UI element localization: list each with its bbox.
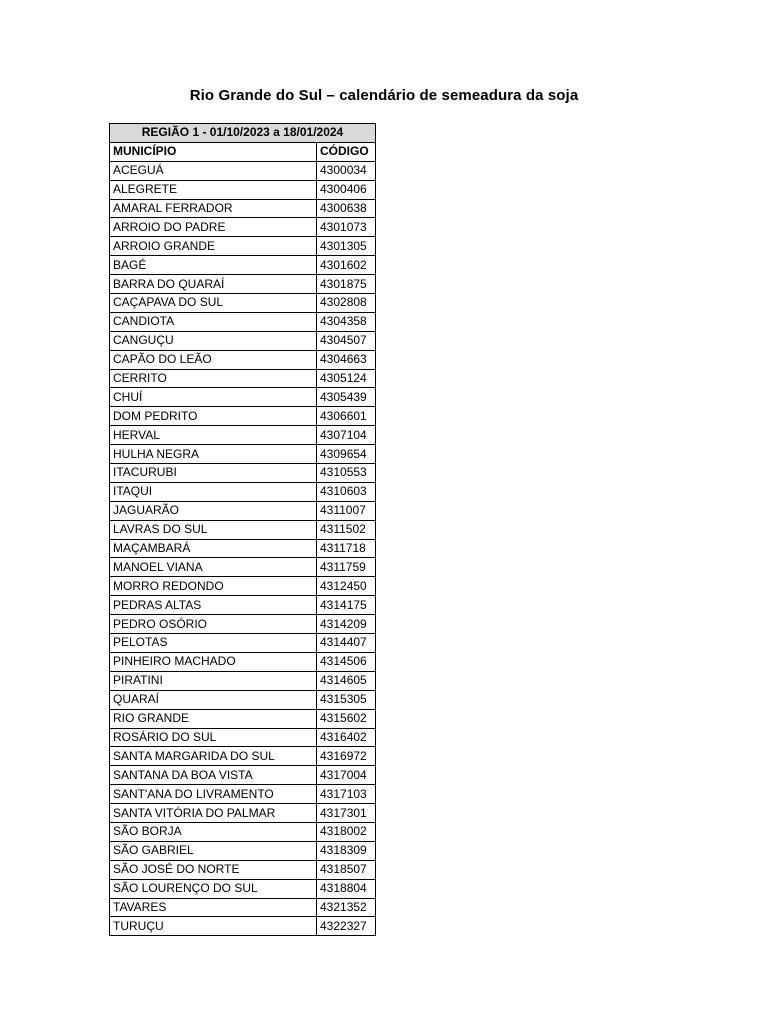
codigo-cell: 4311007 [317,501,376,520]
municipio-cell: ITAQUI [110,482,317,501]
column-header-municipio: MUNICÍPIO [110,142,317,161]
table-row [110,898,376,917]
table-row [110,558,376,577]
codigo-cell: 4301073 [317,218,376,237]
table-row [110,161,376,180]
table-row [110,841,376,860]
column-header-codigo: CÓDIGO [317,142,376,161]
page-title: Rio Grande do Sul – calendário de semeadura da soja [189,87,579,104]
municipio-cell: SANTANA DA BOA VISTA [110,766,317,785]
municipio-cell: CANGUÇU [110,331,317,350]
codigo-cell: 4300406 [317,180,376,199]
codigo-cell: 4300034 [317,161,376,180]
municipio-cell: BARRA DO QUARAÍ [110,275,317,294]
municipio-cell: SANTA MARGARIDA DO SUL [110,747,317,766]
municipio-cell: AMARAL FERRADOR [110,199,317,218]
codigo-cell: 4307104 [317,426,376,445]
codigo-cell: 4301602 [317,256,376,275]
table-row [110,426,376,445]
municipio-cell: PEDRAS ALTAS [110,596,317,615]
codigo-cell: 4304507 [317,331,376,350]
table-row [110,464,376,483]
municipio-cell: PEDRO OSÓRIO [110,615,317,634]
table-row [110,596,376,615]
codigo-cell: 4318002 [317,822,376,841]
table-row [110,879,376,898]
table-row [110,294,376,313]
codigo-cell: 4316402 [317,728,376,747]
codigo-cell: 4318507 [317,860,376,879]
municipio-cell: MORRO REDONDO [110,577,317,596]
table-row [110,652,376,671]
table-row [110,482,376,501]
table-row [110,785,376,804]
municipio-cell: ARROIO GRANDE [110,237,317,256]
municipio-cell: BAGÉ [110,256,317,275]
codigo-cell: 4309654 [317,445,376,464]
municipio-cell: CAÇAPAVA DO SUL [110,294,317,313]
table-row [110,388,376,407]
municipality-table [109,123,376,936]
table-row [110,312,376,331]
codigo-cell: 4306601 [317,407,376,426]
codigo-cell: 4304358 [317,312,376,331]
municipio-cell: SÃO LOURENÇO DO SUL [110,879,317,898]
region-header: REGIÃO 1 - 01/10/2023 a 18/01/2024 [110,124,376,143]
municipio-cell: QUARAÍ [110,690,317,709]
table-row [110,822,376,841]
codigo-cell: 4314175 [317,596,376,615]
codigo-cell: 4315602 [317,709,376,728]
table-row [110,709,376,728]
table-row [110,690,376,709]
table-row [110,218,376,237]
municipio-cell: ACEGUÁ [110,161,317,180]
municipio-cell: TURUÇU [110,917,317,936]
codigo-cell: 4311759 [317,558,376,577]
table-row [110,577,376,596]
table-row [110,180,376,199]
table-row [110,407,376,426]
table-row [110,539,376,558]
codigo-cell: 4311718 [317,539,376,558]
municipio-cell: MANOEL VIANA [110,558,317,577]
municipio-cell: CERRITO [110,369,317,388]
municipio-cell: LAVRAS DO SUL [110,520,317,539]
table-body [110,161,376,936]
municipio-cell: SANT'ANA DO LIVRAMENTO [110,785,317,804]
municipio-cell: RIO GRANDE [110,709,317,728]
municipio-cell: ROSÁRIO DO SUL [110,728,317,747]
codigo-cell: 4305439 [317,388,376,407]
municipio-cell: SÃO GABRIEL [110,841,317,860]
codigo-cell: 4311502 [317,520,376,539]
table-row [110,917,376,936]
region-header-row [110,124,376,143]
table-row [110,256,376,275]
table-row [110,350,376,369]
codigo-cell: 4317103 [317,785,376,804]
municipio-cell: ITACURUBI [110,464,317,483]
municipio-cell: JAGUARÃO [110,501,317,520]
codigo-cell: 4317301 [317,804,376,823]
table-row [110,747,376,766]
codigo-cell: 4314605 [317,671,376,690]
municipio-cell: SÃO BORJA [110,822,317,841]
codigo-cell: 4321352 [317,898,376,917]
codigo-cell: 4301305 [317,237,376,256]
municipio-cell: ALEGRETE [110,180,317,199]
municipio-cell: SANTA VITÓRIA DO PALMAR [110,804,317,823]
codigo-cell: 4322327 [317,917,376,936]
municipio-cell: PELOTAS [110,634,317,653]
table-row [110,501,376,520]
municipio-cell: PINHEIRO MACHADO [110,652,317,671]
codigo-cell: 4314506 [317,652,376,671]
codigo-cell: 4314407 [317,634,376,653]
table-row [110,615,376,634]
municipio-cell: PIRATINI [110,671,317,690]
table-row [110,275,376,294]
codigo-cell: 4316972 [317,747,376,766]
codigo-cell: 4301875 [317,275,376,294]
codigo-cell: 4318309 [317,841,376,860]
table-row [110,766,376,785]
municipio-cell: ARROIO DO PADRE [110,218,317,237]
municipio-cell: HERVAL [110,426,317,445]
municipio-cell: SÃO JOSÉ DO NORTE [110,860,317,879]
table-row [110,445,376,464]
codigo-cell: 4304663 [317,350,376,369]
municipio-cell: HULHA NEGRA [110,445,317,464]
table-row [110,199,376,218]
codigo-cell: 4312450 [317,577,376,596]
codigo-cell: 4315305 [317,690,376,709]
municipio-cell: CAPÃO DO LEÃO [110,350,317,369]
municipio-cell: TAVARES [110,898,317,917]
codigo-cell: 4310553 [317,464,376,483]
codigo-cell: 4317004 [317,766,376,785]
codigo-cell: 4302808 [317,294,376,313]
table-row [110,634,376,653]
codigo-cell: 4318804 [317,879,376,898]
municipio-cell: DOM PEDRITO [110,407,317,426]
table-row [110,804,376,823]
codigo-cell: 4314209 [317,615,376,634]
municipio-cell: CANDIOTA [110,312,317,331]
table-row [110,728,376,747]
table-row [110,237,376,256]
table-row [110,331,376,350]
municipio-cell: MAÇAMBARÁ [110,539,317,558]
table-row [110,860,376,879]
municipio-cell: CHUÍ [110,388,317,407]
table-row [110,671,376,690]
table-row [110,369,376,388]
table-row [110,520,376,539]
column-header-row [110,142,376,161]
codigo-cell: 4310603 [317,482,376,501]
codigo-cell: 4305124 [317,369,376,388]
codigo-cell: 4300638 [317,199,376,218]
